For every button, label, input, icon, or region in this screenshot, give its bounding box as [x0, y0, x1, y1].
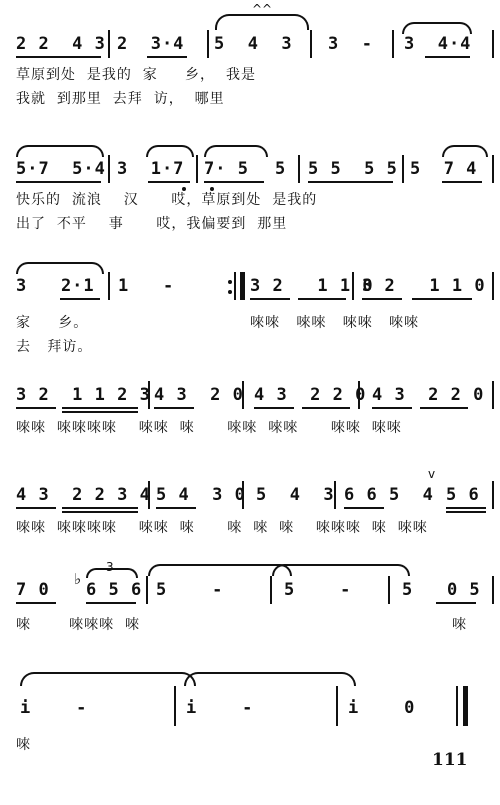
notes: 7· 5: [204, 159, 249, 179]
slur: [20, 672, 196, 686]
barline: [492, 576, 494, 604]
system-3: [0, 262, 500, 362]
barline: [108, 155, 110, 183]
notes: 3 2 1 1 0: [250, 276, 374, 296]
barline: [196, 155, 198, 183]
notes: 2 2 4 3: [16, 34, 106, 54]
underline: [154, 407, 194, 409]
lyric-line-1: 家 乡。: [16, 315, 89, 331]
underline: [147, 56, 187, 58]
underline: [204, 181, 264, 183]
underline: [16, 507, 56, 509]
slur: [16, 262, 104, 274]
underline: [60, 298, 100, 300]
underline: [62, 411, 138, 413]
notes: 4 3 2 2 0: [254, 385, 367, 405]
underline: [425, 56, 470, 58]
barline: [270, 576, 272, 604]
repeat-dot: [228, 280, 232, 284]
notes: 5 7 4: [410, 159, 478, 179]
slur: [272, 564, 410, 576]
system-7: [0, 670, 500, 753]
notes: 7 0: [16, 580, 50, 600]
underline: [16, 181, 101, 183]
notes: 4 3 2 0: [154, 385, 244, 405]
lyric-line-1: 快乐的 流浪 汉 哎，草原到处 是我的: [16, 192, 318, 208]
barline: [108, 30, 110, 58]
breath-mark: v: [428, 467, 436, 481]
system-1: [0, 0, 500, 110]
notes: i -: [186, 698, 254, 718]
notes: 5 4 3: [256, 485, 335, 505]
repeat-dot: [228, 290, 232, 294]
notes: 5 6: [446, 485, 480, 505]
barline: [174, 686, 176, 726]
lyric-line-1: 唻: [16, 737, 31, 753]
notes: 3 2 1 1 2 3: [16, 385, 151, 405]
slur: [16, 145, 104, 157]
system-4: [0, 375, 500, 445]
repeat-start-barline: [240, 272, 245, 300]
slur: [204, 145, 268, 157]
lyric-line-1-end: 唻: [452, 617, 467, 633]
slur: [402, 22, 472, 34]
barline: [492, 481, 494, 509]
underline: [254, 407, 294, 409]
lyric-refrain: 唻唻 唻唻 唻唻 唻唻: [250, 315, 420, 331]
barline: [336, 686, 338, 726]
underline: [412, 298, 472, 300]
notes: 5·7 5·4: [16, 159, 106, 179]
underline: [344, 507, 384, 509]
underline: [16, 602, 56, 604]
lyric-line-1: 草原到处 是我的 家 乡， 我是: [16, 67, 256, 83]
barline: [310, 30, 312, 58]
notes: 3 2·1: [16, 276, 95, 296]
notes: 6 6 5 4: [344, 485, 434, 505]
underline: [16, 407, 56, 409]
notes: i 0: [348, 698, 416, 718]
slur: [215, 14, 309, 30]
barline: [207, 30, 209, 58]
slur: [148, 564, 292, 576]
notes: 4 3 2 2 0: [372, 385, 485, 405]
underline: [446, 511, 486, 513]
notes: 5 -: [284, 580, 352, 600]
system-6: [0, 560, 500, 640]
lyric-line-1: 唻 唻唻唻 唻: [16, 617, 141, 633]
notes: 5 4 3: [214, 34, 293, 54]
barline: [298, 155, 300, 183]
page-number: 111: [432, 750, 468, 770]
notes: 6 5 6: [86, 580, 143, 600]
lyric-line-1: 唻唻 唻唻唻唻 唻唻 唻 唻唻 唻唻 唻唻 唻唻: [16, 420, 402, 436]
notes: i -: [20, 698, 88, 718]
flat-sign: ♭: [74, 570, 82, 588]
lyric-line-2: 我就 到那里 去拜 访， 哪里: [16, 91, 225, 107]
underline: [148, 181, 190, 183]
notes: 4 3 2 2 3 4: [16, 485, 151, 505]
final-barline: [456, 686, 458, 726]
notes: 1 -: [118, 276, 175, 296]
lyric-line-2: 出了 不平 事 哎，我偏要到 那里: [16, 216, 288, 232]
notes: 5 5 5 5: [308, 159, 398, 179]
lyric-line-1: 唻唻 唻唻唻唻 唻唻 唻 唻 唻 唻 唻唻唻 唻 唻唻: [16, 520, 428, 536]
slur: [184, 672, 356, 686]
underline: [436, 602, 476, 604]
notes: 5: [275, 159, 287, 179]
system-2: [0, 145, 500, 255]
underline: [308, 181, 393, 183]
notes: 3 1·7: [117, 159, 185, 179]
notes: 2 3·4: [117, 34, 185, 54]
underline: [86, 602, 136, 604]
underline: [62, 407, 138, 409]
accent-mark: ^^: [252, 2, 273, 16]
notes: 3 2 1 1 0: [362, 276, 486, 296]
underline: [16, 56, 101, 58]
final-barline: [463, 686, 468, 726]
notes: 3 4·4: [404, 34, 472, 54]
underline: [362, 298, 402, 300]
notes: 5 4 3 0: [156, 485, 246, 505]
barline: [388, 576, 390, 604]
underline: [298, 298, 346, 300]
underline: [250, 298, 290, 300]
underline: [420, 407, 468, 409]
barline: [108, 272, 110, 300]
slur: [146, 145, 194, 157]
barline: [146, 576, 148, 604]
triplet-mark: 3: [106, 560, 114, 574]
notes: 5 0 5: [402, 580, 481, 600]
barline: [492, 272, 494, 300]
underline: [372, 407, 412, 409]
barline: [492, 381, 494, 409]
underline: [302, 407, 350, 409]
repeat-start-barline: [234, 272, 236, 300]
notes: 3 -: [328, 34, 373, 54]
underline: [156, 507, 196, 509]
underline: [62, 511, 138, 513]
barline: [392, 30, 394, 58]
underline: [446, 507, 486, 509]
slur: [442, 145, 488, 157]
barline: [492, 30, 494, 58]
notes: 5 -: [156, 580, 224, 600]
underline: [442, 181, 482, 183]
barline: [402, 155, 404, 183]
underline: [62, 507, 138, 509]
system-5: [0, 467, 500, 537]
barline: [492, 155, 494, 183]
lyric-line-2: 去 拜访。: [16, 339, 93, 355]
